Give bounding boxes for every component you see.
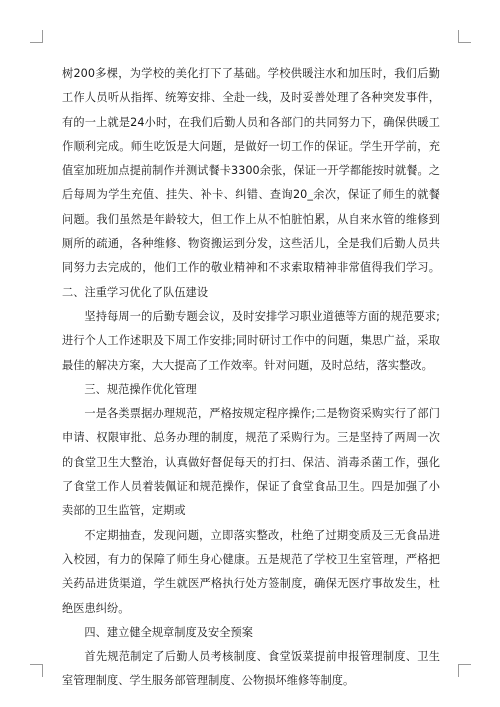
paragraph-2: 坚持每周一的后勤专题会议，及时安排学习职业道德等方面的规范要求;进行个人工作述职及下周工作安排;同时研讨工作中的问题，集思广益，采取最佳的解决方案，大大提高了工作效率。针对问题，及时总结，落实整改。 (62, 309, 440, 372)
crop-mark-bottom-left (30, 664, 43, 677)
paragraph-7: 首先规范制定了后勤人员考核制度、食堂饭菜提前申报管理制度、卫生室管理制度、学生服务部管理制度、公物损坏维修等制度。 (62, 650, 440, 688)
crop-mark-bottom-right (458, 664, 471, 677)
paragraph-1: 树200多棵，为学校的美化打下了基础。学校供暖注水和加压时，我们后勤工作人员听从指挥、统筹安排、全赴一线，及时妥善处理了各种突发事件，有的一上就是24小时，在我们后勤人员和各部门的共同努力下，确保供暖工作顺利完成。师生吃饭是大问题，是做好一切工作的保证。学生开学前，充值室加班加点提前制作并测试餐卡3300余张，保证一开学都能按时就餐。之后每周为学生充值、挂失、补卡、纠错、查询20_余次，保证了师生的就餐问题。我们虽然是年龄较大，但工作上从不怕脏怕累，从自来水管的维修到厕所的疏通，各种维修、物资搬运到分发，这些活儿，全是我们后勤人员共同努力去完成的，他们工作的敬业精神和不求索取精神非常值得我们学习。二、注重学习优化了队伍建设 (62, 67, 440, 299)
crop-mark-top-left (30, 30, 43, 43)
paragraph-4: 一是各类票据办理规范，严格按规定程序操作;二是物资采购实行了部门申请、权限审批、总务办理的制度，规范了采购行为。三是坚持了两周一次的食堂卫生大整治，认真做好督促每天的打扫、保洁、消毒杀菌工作，强化了食堂工作人员着装佩证和规范操作，保证了食堂食品卫生。四是加强了小卖部的卫生监管，定期或 (62, 407, 440, 518)
paragraph-5: 不定期抽查，发现问题，立即落实整改，杜绝了过期变质及三无食品进入校园，有力的保障了师生身心健康。五是规范了学校卫生室管理，严格把关药品进货渠道，学生就医严格执行处方签制度，确保无医疗事故发生，杜绝医患纠纷。 (62, 528, 440, 615)
crop-mark-top-right (458, 30, 471, 43)
section-heading-4: 四、建立健全规章制度及安全预案 (84, 625, 253, 639)
document-body (62, 62, 440, 694)
section-heading-3: 三、规范操作优化管理 (84, 382, 197, 396)
